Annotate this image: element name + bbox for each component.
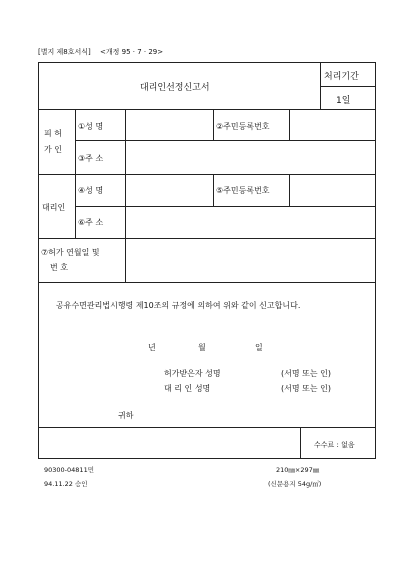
permittee-sign-field: (서명 또는 인) (281, 369, 331, 378)
id-border (289, 174, 290, 206)
footer-paper: (신문용지 54g/㎡) (268, 480, 322, 488)
date-day: 일 (255, 343, 263, 352)
row-divider (38, 427, 376, 428)
agent-label: 대리인 (42, 203, 66, 212)
agent-sign-field: (서명 또는 인) (281, 384, 331, 393)
processing-label: 처리기간 (324, 72, 359, 82)
permittee-divider (75, 140, 376, 141)
permittee-label: 피 허 (44, 129, 62, 138)
processing-value: 1일 (336, 96, 351, 106)
id-border (213, 174, 214, 206)
form-title: 대리인선정신고서 (140, 83, 210, 93)
revision-note: <개정 95 · 7 · 29> (100, 48, 164, 56)
agent-id-label: ⑤주민등록번호 (216, 186, 270, 195)
permittee-id-label: ②주민등록번호 (216, 122, 270, 131)
row-divider (38, 282, 376, 283)
permit-label: 번 호 (50, 263, 68, 272)
agent-address-label: ⑥주 소 (78, 218, 104, 227)
statement-text: 공유수면관리법시행령 제10조의 규정에 의하여 위와 같이 신고합니다. (56, 301, 301, 310)
section-border (75, 109, 76, 238)
processing-border (320, 62, 321, 109)
row-divider (38, 109, 376, 110)
footer-approval: 94.11.22 승인 (44, 480, 88, 488)
date-year: 년 (148, 343, 156, 352)
permittee-sign-label: 허가받은자 성명 (164, 369, 221, 378)
footer-code: 90300-04811민 (44, 466, 94, 474)
permittee-name-label: ①성 명 (78, 122, 104, 131)
fee-border (300, 427, 301, 459)
date-month: 월 (198, 343, 206, 352)
form-number: [별지 제8호서식] (38, 48, 91, 56)
processing-divider (320, 86, 376, 87)
row-divider (38, 238, 376, 239)
fee-text: 수수료 : 없음 (314, 441, 355, 449)
permittee-address-label: ③주 소 (78, 154, 104, 163)
permit-label: ⑦허가 연월일 및 (41, 248, 100, 257)
id-border (213, 109, 214, 140)
agent-divider (75, 206, 376, 207)
footer-size: 210㎜×297㎜ (276, 466, 320, 474)
id-border (289, 109, 290, 140)
permittee-label: 가 인 (44, 145, 62, 154)
label-border (125, 109, 126, 282)
agent-sign-label: 대 리 인 성명 (164, 384, 211, 393)
addressee: 귀하 (118, 411, 134, 420)
agent-name-label: ④성 명 (78, 186, 104, 195)
row-divider (38, 174, 376, 175)
